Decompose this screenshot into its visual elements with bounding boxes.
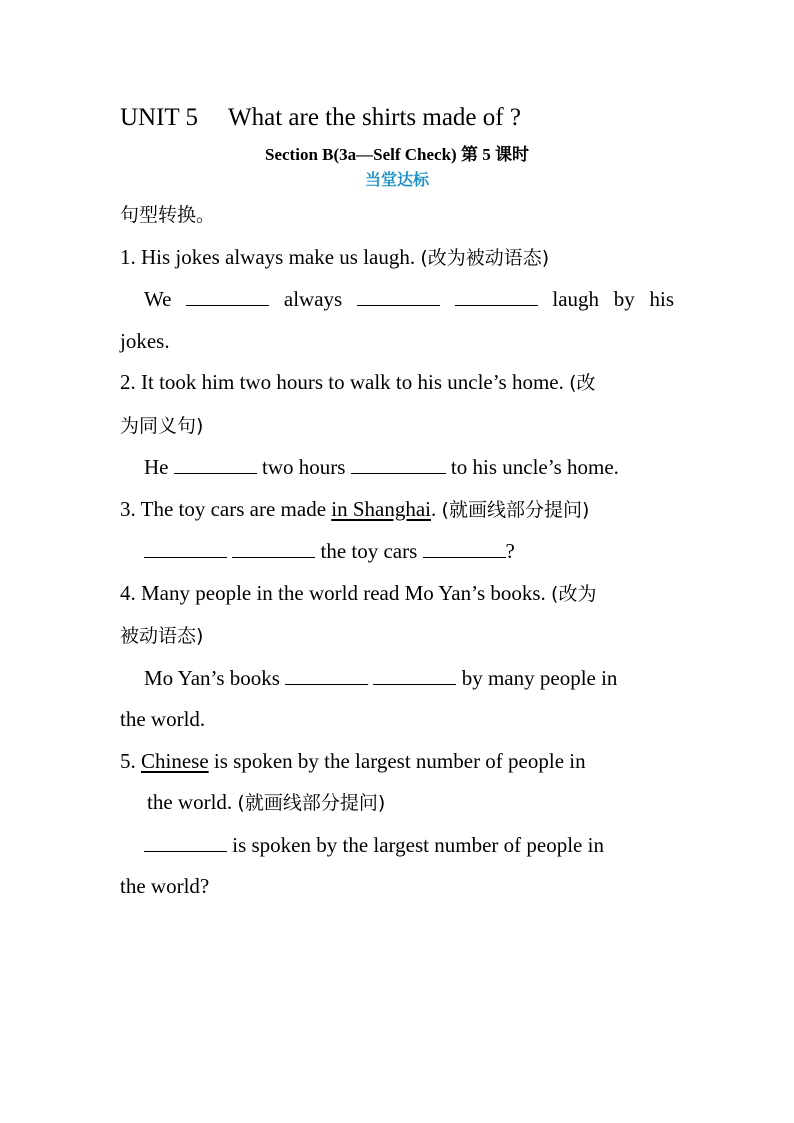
answer-blank[interactable] <box>455 285 538 306</box>
answer-blank[interactable] <box>285 664 368 685</box>
answer-blank[interactable] <box>232 537 315 558</box>
answer-line-2: He two hours to his uncle’s home. <box>144 455 619 479</box>
answer-blank[interactable] <box>357 285 440 306</box>
answer-blank[interactable] <box>144 537 227 558</box>
question-2: 2. It took him two hours to walk to his uncle’s home. (改 <box>120 370 596 394</box>
question-2-note: 为同义句) <box>120 414 204 437</box>
unit-question: What are the shirts made of ? <box>228 104 521 131</box>
underlined-phrase: Chinese <box>141 748 209 773</box>
question-4-note: 被动语态) <box>120 625 204 647</box>
question-3: 3. The toy cars are made in Shanghai. (就画线部分提问) <box>120 496 590 521</box>
question-1: 1. His jokes always make us laugh. (改为被动语态) <box>120 244 550 269</box>
answer-blank[interactable] <box>186 285 269 306</box>
unit-label: UNIT 5 <box>120 104 199 131</box>
section-heading: Section B(3a—Self Check) 第 5 课时 <box>265 145 529 164</box>
instruction: 句型转换。 <box>120 204 216 226</box>
question-5-cont: the world. (就画线部分提问) <box>147 790 386 814</box>
worksheet <box>120 96 674 908</box>
underlined-phrase: in Shanghai <box>331 496 432 521</box>
answer-blank[interactable] <box>351 453 446 474</box>
answer-line-1-end: jokes. <box>120 328 170 353</box>
answer-line-5-end: the world? <box>120 874 210 898</box>
answer-line-4-end: the world. <box>120 707 206 731</box>
answer-blank[interactable] <box>373 664 456 685</box>
question-4: 4. Many people in the world read Mo Yan’s books. (改为 <box>120 580 597 605</box>
answer-line-3: the toy cars ? <box>120 531 674 573</box>
answer-line-5: is spoken by the largest number of people in <box>120 825 674 867</box>
answer-blank[interactable] <box>144 831 227 852</box>
answer-blank[interactable] <box>174 453 257 474</box>
answer-line-1: We always laugh by his <box>144 287 674 311</box>
subtitle: 当堂达标 <box>364 172 429 189</box>
answer-line-4: Mo Yan’s books by many people in <box>144 665 618 690</box>
unit-title <box>120 96 674 140</box>
question-5: 5. Chinese is spoken by the largest number of people in <box>120 748 586 773</box>
answer-blank[interactable] <box>423 537 506 558</box>
